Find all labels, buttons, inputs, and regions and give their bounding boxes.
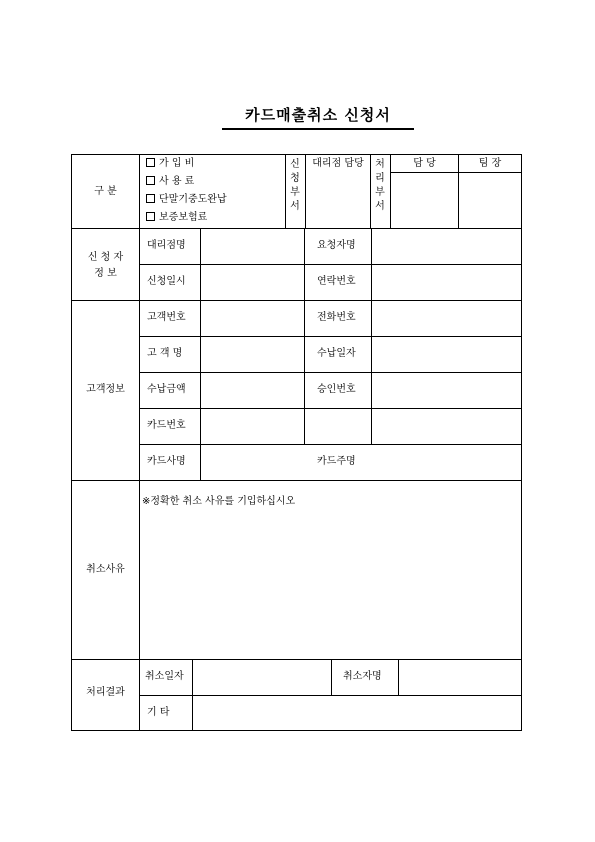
card-company-label: 카드사명 xyxy=(147,456,186,467)
row-divider xyxy=(139,408,521,409)
cancel-date-label: 취소일자 xyxy=(145,671,184,682)
row-divider xyxy=(139,264,521,265)
col-divider xyxy=(371,228,372,444)
payer-name-label: 수납일자 xyxy=(317,348,356,359)
processing-dept-label: 처 리 부 서 xyxy=(375,159,385,212)
checkbox-icon[interactable] xyxy=(146,176,155,185)
card-no-label: 카드번호 xyxy=(147,420,186,431)
result-label: 처리결과 xyxy=(86,687,125,698)
col-divider xyxy=(331,659,332,695)
row-divider xyxy=(139,695,521,696)
customer-no-label: 고객번호 xyxy=(147,312,186,323)
header-divider xyxy=(390,172,521,173)
category-option[interactable] xyxy=(146,212,207,224)
customer-name-label: 고 객 명 xyxy=(147,348,183,359)
col-divider xyxy=(285,155,286,228)
row-divider xyxy=(139,444,521,445)
col-divider xyxy=(200,444,201,480)
etc-label: 기 타 xyxy=(147,707,170,718)
option-label: 사 용 료 xyxy=(159,176,195,187)
staff-header: 담 당 xyxy=(413,158,436,169)
col-divider xyxy=(398,659,399,695)
col-divider xyxy=(304,228,305,444)
row-divider xyxy=(139,336,521,337)
applicant-info-label: 신 청 자 정 보 xyxy=(87,252,124,279)
agency-staff-header: 대리점 담당 xyxy=(312,158,364,169)
agency-name-label: 대리점명 xyxy=(147,240,186,251)
paid-amount-label: 수납금액 xyxy=(147,384,186,395)
checkbox-icon[interactable] xyxy=(146,158,155,167)
category-option[interactable] xyxy=(146,194,227,206)
col-divider xyxy=(370,155,371,228)
col-divider xyxy=(192,659,193,730)
col-divider xyxy=(139,155,140,730)
customer-info-label: 고객정보 xyxy=(86,384,125,395)
option-label: 가 입 비 xyxy=(159,158,195,169)
applicant-dept-label: 신 청 부 서 xyxy=(290,159,300,212)
approval-no-label: 승인번호 xyxy=(317,384,356,395)
title-underline xyxy=(222,128,414,130)
requester-name-label: 요청자명 xyxy=(317,240,356,251)
checkbox-icon[interactable] xyxy=(146,212,155,221)
option-label: 단말기중도완납 xyxy=(159,194,227,205)
canceler-label: 취소자명 xyxy=(343,671,382,682)
category-label: 구 분 xyxy=(94,186,117,197)
phone-label: 전화번호 xyxy=(317,312,356,323)
contact-label: 연락번호 xyxy=(317,276,356,287)
form-title: 카드매출취소 신청서 xyxy=(245,106,391,124)
checkbox-icon[interactable] xyxy=(146,194,155,203)
option-label: 보증보험료 xyxy=(159,212,208,223)
category-option[interactable] xyxy=(146,158,194,170)
card-holder-label: 카드주명 xyxy=(317,456,356,467)
request-date-label: 신청일시 xyxy=(147,276,186,287)
category-option[interactable] xyxy=(146,176,194,188)
reason-label: 취소사유 xyxy=(86,564,125,575)
application-form xyxy=(71,154,522,731)
row-divider xyxy=(139,372,521,373)
reason-note: ※정확한 취소 사유를 기입하십시오 xyxy=(142,496,296,507)
col-divider xyxy=(200,228,201,444)
team-lead-header: 팀 장 xyxy=(478,158,502,169)
